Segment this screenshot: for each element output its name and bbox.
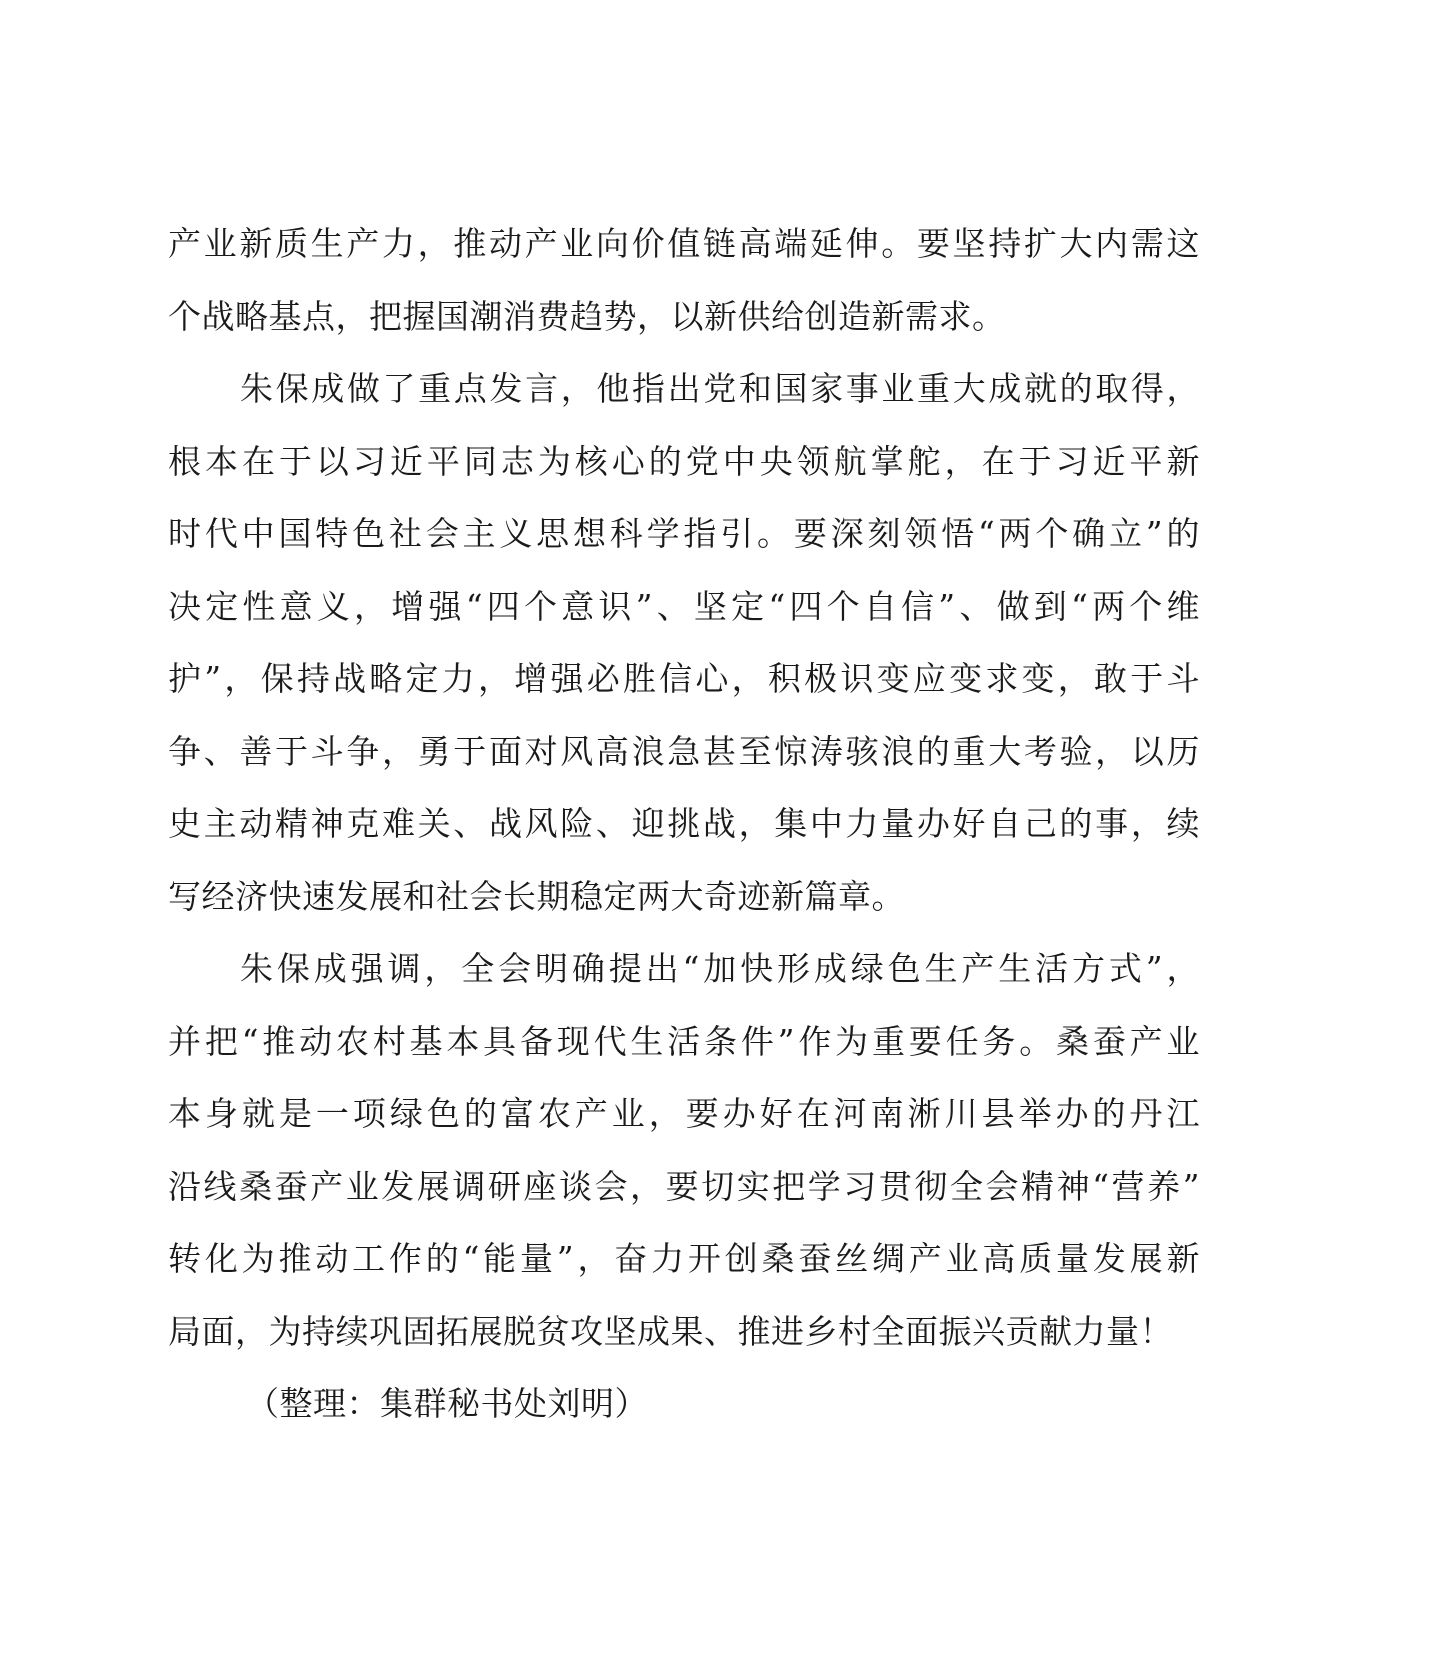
text-line: 史主动精神克难关、战风险、迎挑战，集中力量办好自己的事，续 (168, 804, 1200, 843)
text-line: 转化为推动工作的“能量”，奋力开创桑蚕丝绸产业高质量发展新 (168, 1239, 1200, 1278)
text-line: 产业新质生产力，推动产业向价值链高端延伸。要坚持扩大内需这 (168, 224, 1200, 263)
text-line: 朱保成强调，全会明确提出“加快形成绿色生产生活方式”， (240, 949, 1200, 988)
text-line: 局面，为持续巩固拓展脱贫攻坚成果、推进乡村全面振兴贡献力量！ (168, 1311, 1173, 1351)
text-line: 本身就是一项绿色的富农产业，要办好在河南淅川县举办的丹江 (168, 1094, 1200, 1133)
document-page (168, 208, 1200, 1441)
text-line: 写经济快速发展和社会长期稳定两大奇迹新篇章。 (168, 876, 905, 916)
text-line: 争、善于斗争，勇于面对风高浪急甚至惊涛骇浪的重大考验，以历 (168, 731, 1200, 771)
text-line: 时代中国特色社会主义思想科学指引。要深刻领悟“两个确立”的 (168, 514, 1200, 553)
text-line: 个战略基点，把握国潮消费趋势，以新供给创造新需求。 (168, 296, 1006, 336)
paragraph-1 (168, 208, 1200, 353)
text-line: 朱保成做了重点发言，他指出党和国家事业重大成就的取得， (240, 369, 1200, 408)
paragraph-2 (168, 353, 1200, 933)
text-line: 决定性意义，增强“四个意识”、坚定“四个自信”、做到“两个维 (168, 586, 1200, 626)
author-credit: （整理：集群秘书处刘明） (246, 1384, 648, 1423)
text-line: 护”，保持战略定力，增强必胜信心，积极识变应变求变，敢于斗 (168, 659, 1200, 698)
text-line: 根本在于以习近平同志为核心的党中央领航掌舵，在于习近平新 (168, 441, 1200, 481)
text-line: 并把“推动农村基本具备现代生活条件”作为重要任务。桑蚕产业 (168, 1021, 1200, 1061)
paragraph-3 (168, 933, 1200, 1368)
text-line: 沿线桑蚕产业发展调研座谈会，要切实把学习贯彻全会精神“营养” (168, 1166, 1200, 1206)
